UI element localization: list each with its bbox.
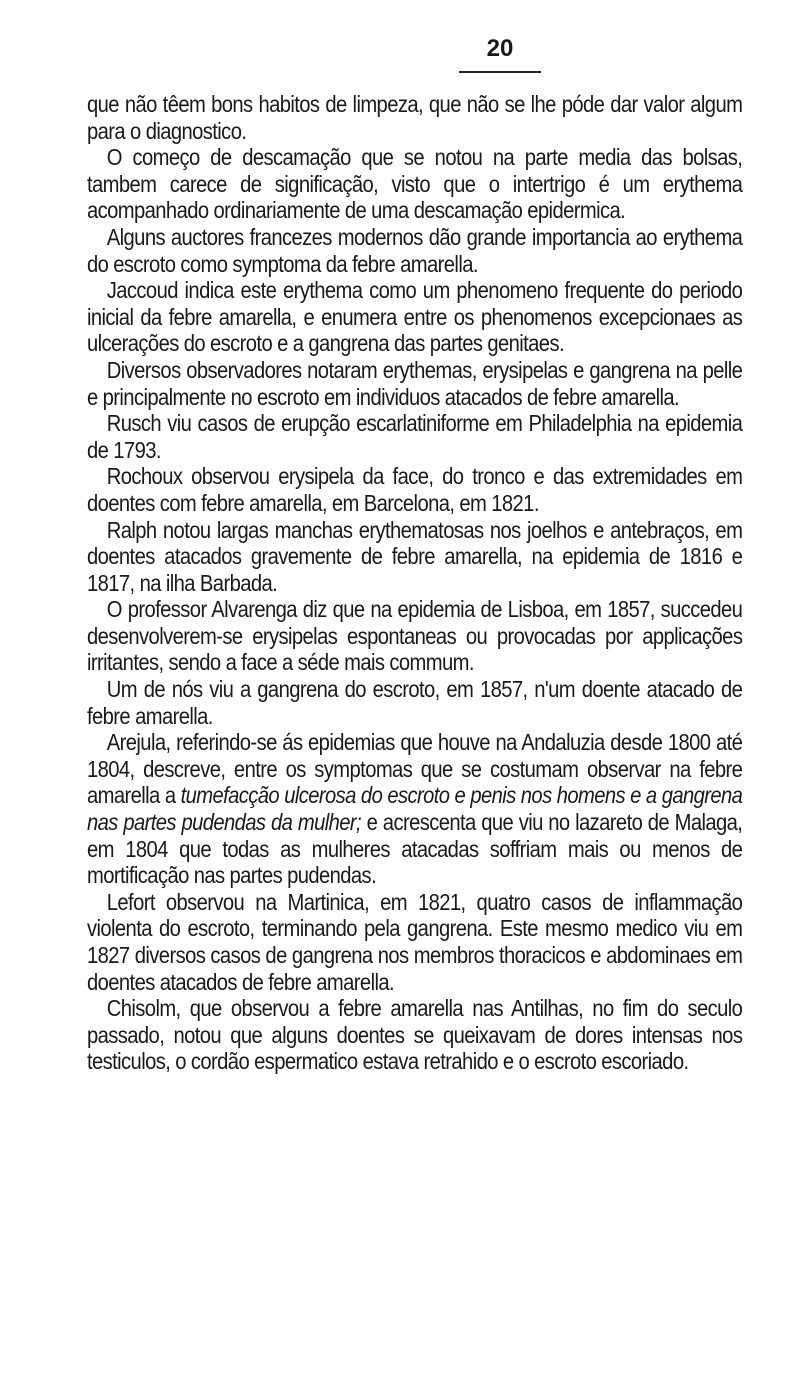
italic-quote: tumefacção ulcerosa do escroto e penis nos homens e a gangrena nas partes pudendas da mulher; — [87, 782, 743, 836]
paragraph: Rusch viu casos de erupção escarlatiniforme em Philadelphia na epidemia de 1793. — [87, 410, 743, 463]
paragraph: O professor Alvarenga diz que na epidemia de Lisboa, em 1857, succedeu desenvolverem-se erysipelas espontaneas ou provocadas por applicações irritantes, sendo a face a séde mais commum. — [87, 596, 743, 676]
page-number: 20 — [486, 35, 514, 62]
paragraph: Alguns auctores francezes modernos dão grande importancia ao erythema do escroto como symptoma da febre amarella. — [87, 223, 743, 277]
paragraph: Um de nós viu a gangrena do escroto, em 1857, n'um doente atacado de febre amarella. — [87, 676, 743, 729]
paragraph: Jaccoud indica este erythema como um phenomeno frequente do periodo inicial da febre amarella, e enumera entre os phenomenos excepcionaes as ulcerações do escroto e a gangrena das partes genitaes. — [87, 277, 743, 357]
body-text — [87, 91, 742, 1075]
page-number-rule — [459, 71, 541, 73]
paragraph: Diversos observadores notaram erythemas, erysipelas e gangrena na pelle e principalmente no escroto em individuos atacados de febre amarella. — [87, 356, 743, 410]
paragraph: Rochoux observou erysipela da face, do tronco e das extremidades em doentes com febre amarella, em Barcelona, em 1821. — [87, 463, 743, 516]
paragraph-text: Arejula, referindo-se ás epidemias que houve na Andaluzia desde 1800 até 1804, descreve, entre os symptomas que se costumam observar na febre amarella a — [87, 729, 743, 809]
paragraph: que não têem bons habitos de limpeza, que não se lhe póde dar valor algum para o diagnostico. — [87, 91, 743, 144]
paragraph: Lefort observou na Martinica, em 1821, quatro casos de inflammação violenta do escroto, terminando pela gangrena. Este mesmo medico viu em 1827 diversos casos de gangrena nos membros thoracicos e abdominaes em doentes atacados de febre amarella. — [87, 888, 743, 995]
paragraph-text: e acrescenta que viu no lazareto de Malaga, em 1804 que todas as mulheres atacadas soffriam mais ou menos de mortificação nas partes pudendas. — [87, 809, 743, 889]
paragraph: O começo de descamação que se notou na parte media das bolsas, tambem carece de significação, visto que o intertrigo é um erythema acompanhado ordinariamente de uma descamação epidermica. — [87, 144, 743, 224]
paragraph: Ralph notou largas manchas erythematosas nos joelhos e antebraços, em doentes atacados gravemente de febre amarella, na epidemia de 1816 e 1817, na ilha Barbada. — [87, 516, 743, 596]
paragraph — [87, 729, 742, 889]
paragraph: Chisolm, que observou a febre amarella nas Antilhas, no fim do seculo passado, notou que alguns doentes se queixavam de dores intensas nos testiculos, o cordão espermatico estava retrahido e o escroto escoriado. — [87, 995, 743, 1075]
